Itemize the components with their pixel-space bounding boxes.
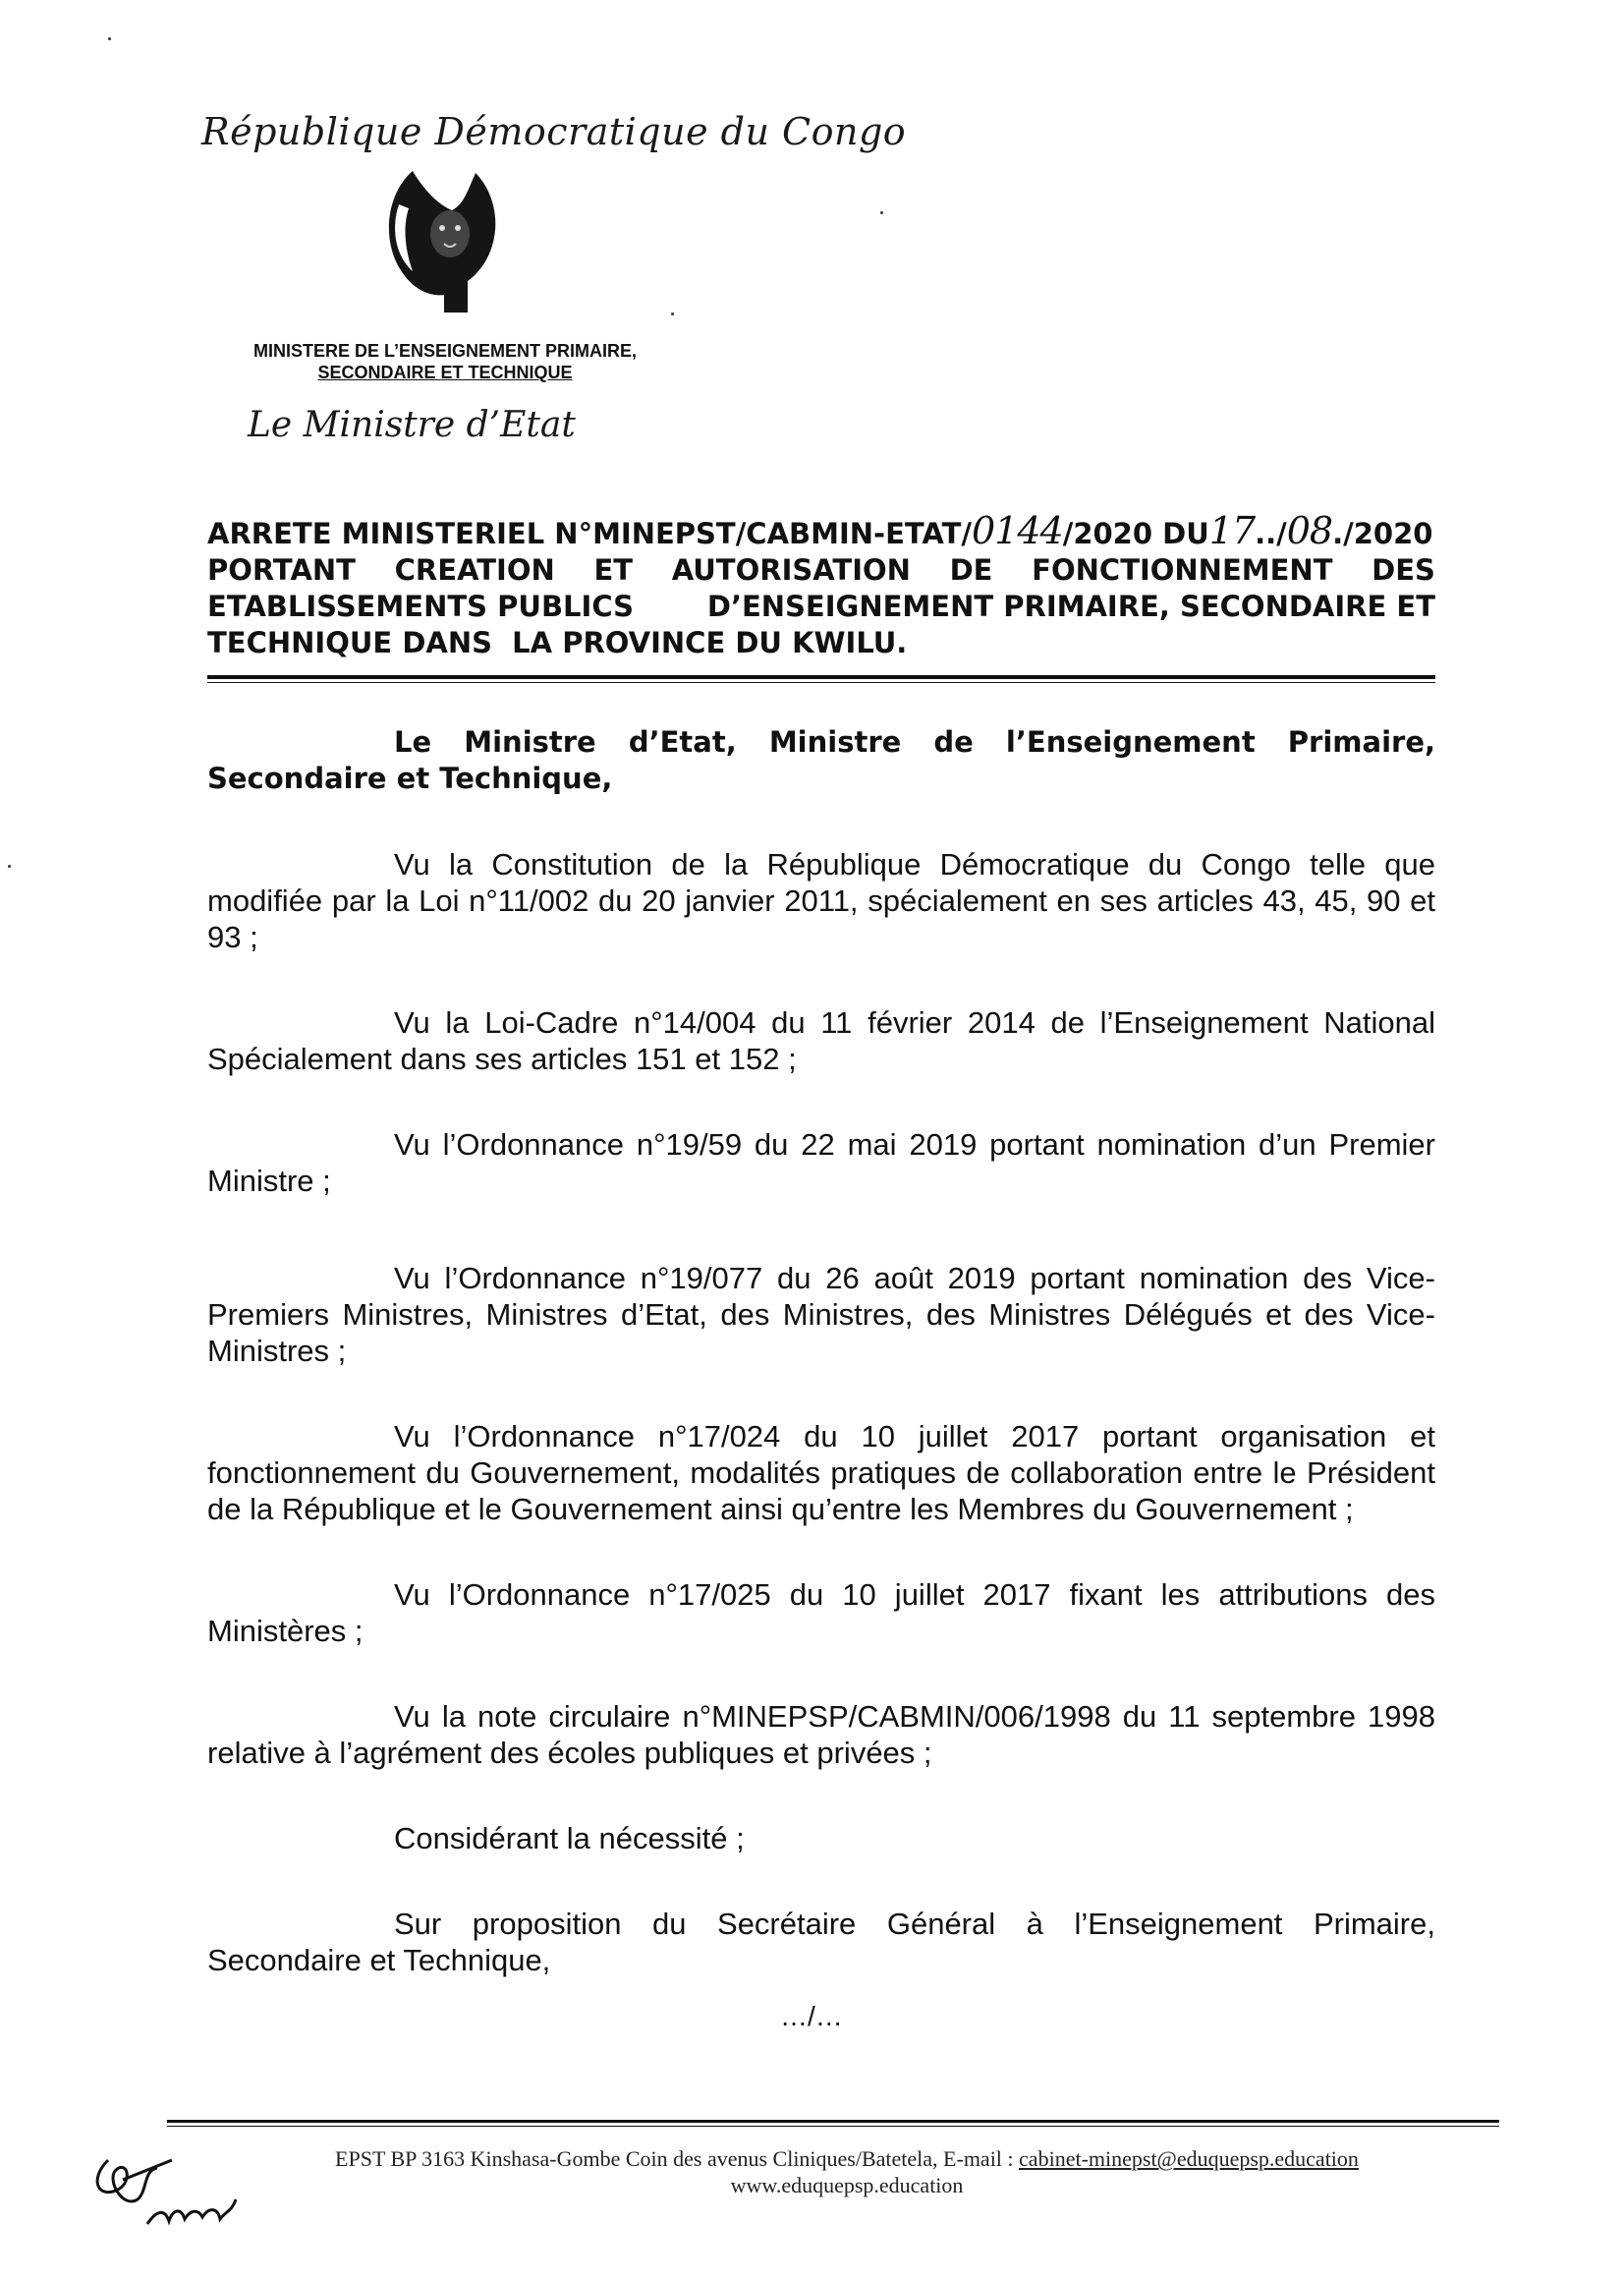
title-word: DES: [1372, 553, 1435, 587]
ministry-line-2: SECONDAIRE ET TECHNIQUE: [317, 363, 573, 382]
recital-ordonnance-17-025: Vu l’Ordonnance n°17/025 du 10 juillet 2017 fixant les attributions des Ministères ;: [207, 1577, 1435, 1648]
scan-speck: [108, 37, 111, 40]
scan-speck: [880, 211, 883, 214]
decree-body: [207, 724, 1435, 1978]
ministry-line-1: MINISTERE DE L’ENSEIGNEMENT PRIMAIRE,: [252, 341, 638, 361]
decree-date-year: ./2020: [1332, 517, 1433, 550]
decree-year-du: /2020 DU: [1062, 517, 1209, 550]
considering-necessity: Considérant la nécessité ;: [394, 1821, 745, 1855]
recital-ordonnance-19-59: Vu l’Ordonnance n°19/59 du 22 mai 2019 portant nomination d’un Premier Ministre ;: [207, 1127, 1435, 1198]
footer-divider-thin: [167, 2126, 1499, 2127]
decree-reference: ARRETE MINISTERIEL N°MINEPST/CABMIN-ETAT/: [207, 517, 973, 550]
title-segment: TECHNIQUE DANS LA PROVINCE DU KWILU.: [207, 626, 908, 659]
scan-speck: [8, 865, 11, 868]
title-word: AUTORISATION: [671, 553, 911, 587]
recital-note-circulaire: Vu la note circulaire n°MINEPSP/CABMIN/006/1998 du 11 septembre 1998 relative à l’agrément des écoles publiques et privées ;: [207, 1699, 1435, 1770]
decree-date-separator: ../: [1255, 517, 1287, 550]
title-word: DE: [949, 553, 993, 587]
title-word: PORTANT: [207, 553, 356, 587]
footer-email-link[interactable]: cabinet-minepst@eduquepsp.education: [1019, 2146, 1359, 2171]
recital-loi-cadre: Vu la Loi-Cadre n°14/004 du 11 février 2014 de l’Enseignement National Spécialement dans ses articles 151 et 152 ;: [207, 1005, 1435, 1076]
recital-ordonnance-19-077: Vu l’Ordonnance n°19/077 du 26 août 2019 portant nomination des Vice-Premiers Ministres, Ministres d’Etat, des Ministres, des Ministres Délégués et des Vice-Ministres ;: [207, 1261, 1435, 1368]
footer-divider-thick: [167, 2120, 1499, 2123]
footer-address: EPST BP 3163 Kinshasa-Gombe Coin des avenus Cliniques/Batetela, E-mail :: [335, 2146, 1020, 2171]
footer-line-1: [238, 2145, 1456, 2172]
leopard-head-emblem-icon: [373, 165, 501, 313]
title-divider-thick: [207, 675, 1435, 679]
decree-number-handwritten: 0144: [972, 509, 1063, 552]
title-row-3: [207, 589, 1435, 625]
ministry-name: [239, 340, 651, 383]
decree-month-handwritten: 08: [1286, 509, 1333, 552]
scan-speck: [671, 313, 674, 315]
continuation-mark: …/…: [780, 2001, 843, 2031]
title-segment: ETABLISSEMENTS PUBLICS: [207, 590, 635, 623]
title-divider-thin: [207, 682, 1435, 683]
footer-contact: [238, 2145, 1456, 2198]
decree-title: [207, 509, 1435, 661]
title-row-4: [207, 625, 1435, 661]
title-word: CREATION: [394, 553, 555, 587]
footer-website[interactable]: www.eduquepsp.education: [730, 2173, 964, 2197]
title-word: ET: [593, 553, 634, 587]
title-word: FONCTIONNEMENT: [1032, 553, 1333, 587]
intro-paragraph: Le Ministre d’Etat, Ministre de l’Enseignement Primaire, Secondaire et Technique,: [207, 725, 1435, 795]
minister-title: Le Ministre d’Etat: [248, 405, 576, 445]
title-row-1-content: [207, 509, 1433, 552]
recital-constitution: Vu la Constitution de la République Démocratique du Congo telle que modifiée par la Loi n°11/002 du 20 janvier 2011, spécialement en ses articles 43, 45, 90 et 93 ;: [207, 847, 1435, 954]
title-row-1: [207, 509, 1435, 552]
republic-heading: République Démocratique du Congo: [201, 110, 907, 153]
decree-day-handwritten: 17: [1208, 509, 1256, 552]
title-row-2: [207, 552, 1435, 589]
on-proposal: Sur proposition du Secrétaire Général à l’Enseignement Primaire, Secondaire et Technique,: [207, 1907, 1435, 1977]
recital-ordonnance-17-024: Vu l’Ordonnance n°17/024 du 10 juillet 2017 portant organisation et fonctionnement du Gouvernement, modalités pratiques de collaboration entre le Président de la République et le Gouvernement ainsi qu’entre les Membres du Gouvernement ;: [207, 1419, 1435, 1526]
title-segment: D’ENSEIGNEMENT PRIMAIRE, SECONDAIRE ET: [706, 590, 1435, 623]
